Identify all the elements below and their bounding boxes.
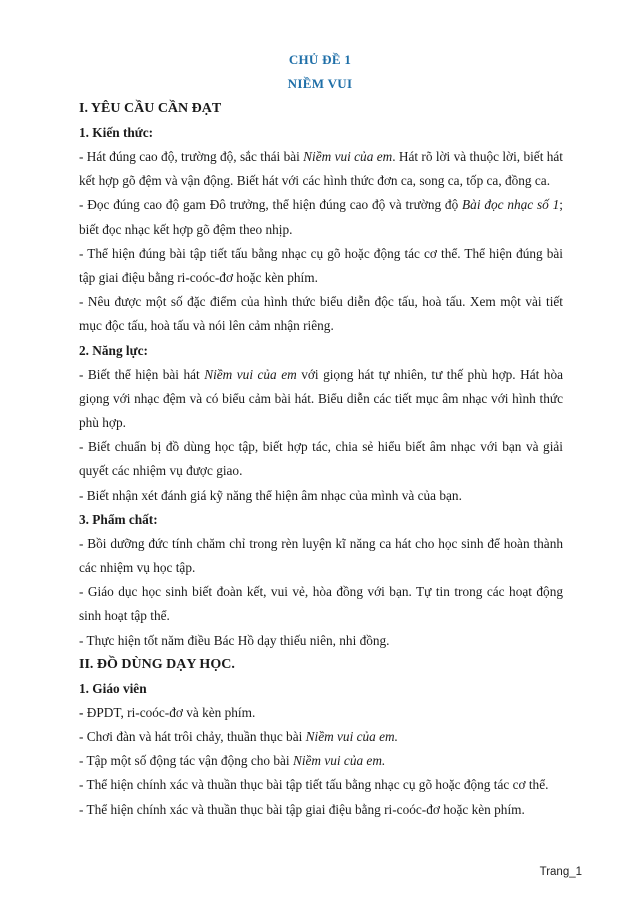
item-text-tail: ; biết đọc nhạc kết hợp gõ đệm theo nhịp. [79, 197, 563, 237]
list-item [79, 773, 563, 797]
page-number: Trang_1 [539, 866, 582, 878]
list-item [79, 435, 563, 483]
item-text: - Biết chuẩn bị đồ dùng học tập, biết hợp tác, chia sẻ hiểu biết âm nhạc với bạn và giải quyết các nhiệm vụ được giao. [79, 439, 563, 479]
list-item [79, 629, 563, 653]
item-text: - Đọc đúng cao độ gam Đô trưởng, thể hiện đúng cao độ và trường độ [79, 197, 463, 213]
qualities-list [79, 532, 563, 653]
item-text: - Thể hiện chính xác và thuần thục bài tập tiết tấu bằng nhạc cụ gõ hoặc động tác cơ thể. [79, 777, 549, 793]
subheading-knowledge: 1. Kiến thức: [79, 125, 154, 140]
list-item [79, 193, 563, 241]
subheading-competence: 2. Năng lực: [79, 342, 148, 358]
item-text: - Chơi đàn và hát trôi chảy, thuần thục bài [79, 729, 306, 745]
item-title-italic: Niềm vui của em [303, 149, 393, 164]
teacher-list [79, 701, 563, 822]
section-heading-requirements: I. YÊU CẦU CẦN ĐẠT [79, 101, 222, 116]
list-item [79, 290, 563, 338]
item-text: - Biết thể hiện bài hát [79, 366, 205, 382]
item-text: - Bồi dưỡng đức tính chăm chỉ trong rèn luyện kĩ năng ca hát cho học sinh để hoàn thành các nhiệm vụ học tập. [79, 535, 563, 576]
subheading-teacher: 1. Giáo viên [79, 680, 147, 696]
item-title-italic: Niềm vui của em. [292, 753, 386, 769]
bullet-dash: - [79, 704, 87, 720]
list-item [79, 145, 563, 193]
item-title-italic: Niềm vui của em. [305, 729, 398, 745]
list-item [79, 798, 563, 822]
list-item [79, 242, 563, 290]
document-body [79, 97, 563, 822]
section-heading-materials: II. ĐỒ DÙNG DẠY HỌC. [79, 656, 235, 672]
competence-list [79, 363, 563, 508]
item-text: - Nêu được một số đặc điểm của hình thức biểu diễn độc tấu, hoà tấu. Xem một vài tiết mục độc tấu, hoà tấu và nói lên cảm nhận riêng. [79, 294, 563, 334]
item-text: - Tập một số động tác vận động cho bài [79, 753, 293, 769]
list-item [79, 363, 563, 436]
knowledge-list [79, 145, 563, 339]
item-text: - Thực hiện tốt năm điều Bác Hồ dạy thiếu niên, nhi đồng. [79, 632, 390, 648]
item-text: - Thể hiện đúng bài tập tiết tấu bằng nhạc cụ gõ hoặc động tác cơ thể. Thể hiện đúng bài tập giai điệu bằng ri-coóc-đơ hoặc kèn phím. [79, 245, 563, 286]
list-item [79, 532, 563, 580]
item-title-italic: Niềm vui của em [204, 366, 297, 382]
list-item [79, 580, 563, 628]
item-text: - Thể hiện chính xác và thuần thục bài tập giai điệu bằng ri-coóc-đơ hoặc kèn phím. [79, 801, 525, 817]
item-text-tail: . Hát rõ lời và thuộc lời, biết hát kết hợp gõ đệm và vận động. Biết hát với các hình thức đơn ca, song ca, tốp ca, đồng ca. [79, 149, 563, 189]
item-text: - Biết nhận xét đánh giá kỹ năng thể hiện âm nhạc của mình và của bạn. [79, 487, 462, 503]
topic-label: CHỦ ĐỀ 1 [288, 52, 352, 67]
item-text: ĐPDT, ri-coóc-đơ và kèn phím. [86, 704, 256, 720]
item-text-tail: với giọng hát tự nhiên, tư thế phù hợp. Hát hòa giọng với nhạc đệm và có biểu cảm bài hát. Biểu diễn các tiết mục âm nhạc với hình thức phù hợp. [79, 366, 563, 431]
item-text: - Hát đúng cao độ, trường độ, sắc thái bài [79, 149, 304, 164]
item-text: - Giáo dục học sinh biết đoàn kết, vui vẻ, hòa đồng với bạn. Tự tin trong các hoạt động sinh hoạt tập thể. [79, 584, 563, 624]
list-item [79, 725, 563, 749]
list-item [79, 701, 563, 725]
list-item [79, 749, 563, 773]
list-item [79, 484, 563, 508]
item-title-italic: Bài đọc nhạc số 1 [462, 197, 560, 213]
topic-title: NIỀM VUI [287, 76, 353, 91]
subheading-qualities: 3. Phẩm chất: [79, 511, 158, 527]
